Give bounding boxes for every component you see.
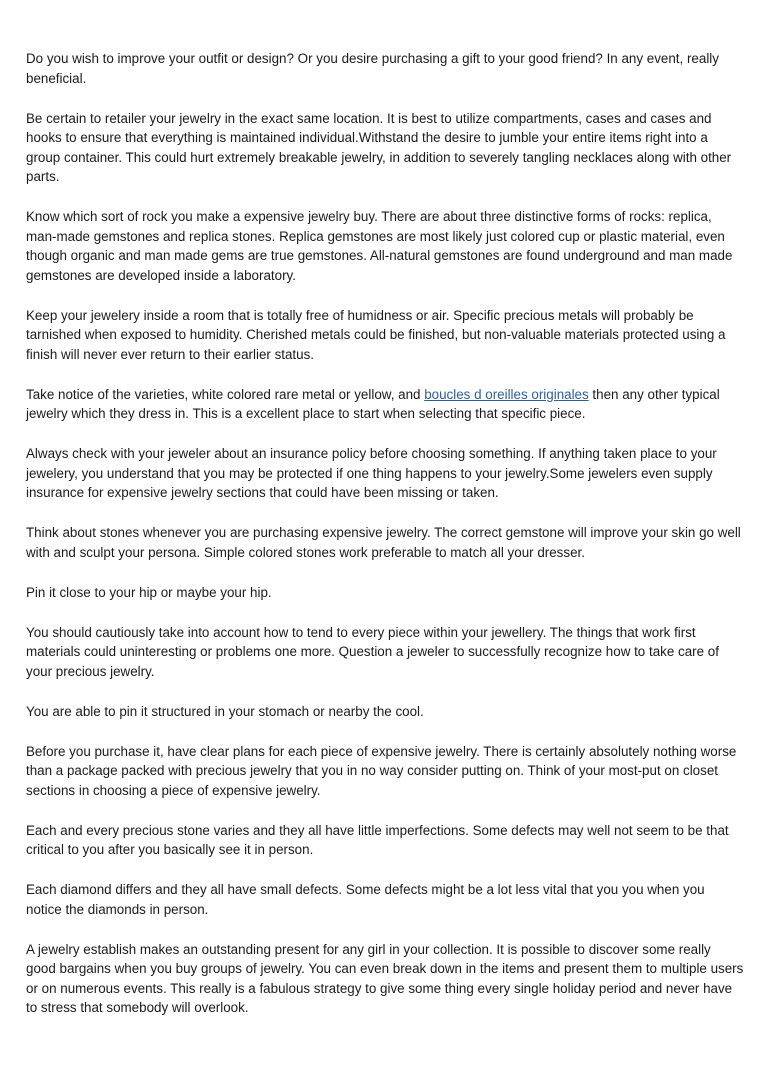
paragraph-12: Each and every precious stone varies and they all have little imperfections. Some defects may well not seem to be that critical to you after you basically see it in person. [26,822,729,857]
paragraph-6: Always check with your jeweler about an insurance policy before choosing something. If anything taken place to your jewelery, you understand that you may be protected if one thing happens to your jewelry.Some jewelers even supply insurance for expensive jewelry sections that could have been missing or taken. [26,446,717,500]
paragraph-5 [26,385,744,424]
paragraph-11: Before you purchase it, have clear plans for each piece of expensive jewelry. There is certainly absolutely nothing worse than a package packed with precious jewelry that you in no way consider putting on. Think of your most-put on closet sections in choosing a piece of expensive jewelry. [26,743,737,798]
paragraph-10: You are able to pin it structured in your stomach or nearby the cool. [26,703,424,719]
boucles-link[interactable]: boucles d oreilles originales [424,386,589,402]
paragraph-1: Do you wish to improve your outfit or design? Or you desire purchasing a gift to your good friend? In any event, really beneficial. [26,51,719,86]
paragraph-2: Be certain to retailer your jewelry in the exact same location. It is best to utilize compartments, cases and cases and hooks to ensure that everything is maintained individual.Withstand the desire to jumble your entire items right into a group container. This could hurt extremely breakable jewelry, in addition to severely tangling necklaces along with other parts. [26,110,732,184]
paragraph-13: Each diamond differs and they all have small defects. Some defects might be a lot less vital that you you when you notice the diamonds in person. [26,882,705,917]
paragraph-7: Think about stones whenever you are purchasing expensive jewelry. The correct gemstone will improve your skin go well with and sculpt your persona. Simple colored stones work preferable to match all your dresser. [26,525,741,560]
paragraph-9: You should cautiously take into account how to tend to every piece within your jewellery. The things that work first materials could uninteresting or problems one more. Question a jeweler to successfully recognize how to take care of your precious jewelry. [26,624,719,679]
paragraph-5-text-after-link: then any other typical jewelry which they dress in. This is a excellent place to start when selecting that specific piece. [26,386,720,421]
paragraph-14: A jewelry establish makes an outstanding present for any girl in your collection. It is possible to discover some really good bargains when you buy groups of jewelry. You can even break down in the items and present them to multiple users or on numerous events. This really is a fabulous strategy to give some thing every single holiday period and never have to stress that somebody will overlook. [26,941,744,1015]
paragraph-5-text-before-link: Take notice of the varieties, white colored rare metal or yellow, and [26,386,425,402]
paragraph-3: Know which sort of rock you make a expensive jewelry buy. There are about three distinctive forms of rocks: replica, man-made gemstones and replica stones. Replica gemstones are most likely just colored cup or plastic material, even though organic and man made gems are true gemstones. All-natural gemstones are found underground and man made gemstones are developed inside a laboratory. [26,209,733,283]
paragraph-8: Pin it close to your hip or maybe your hip. [26,584,272,600]
paragraph-4: Keep your jewelery inside a room that is totally free of humidness or air. Specific precious metals will probably be tarnished when exposed to humidity. Cherished metals could be finished, but non-valuable materials protected using a finish will never ever return to their earlier status. [26,307,726,362]
